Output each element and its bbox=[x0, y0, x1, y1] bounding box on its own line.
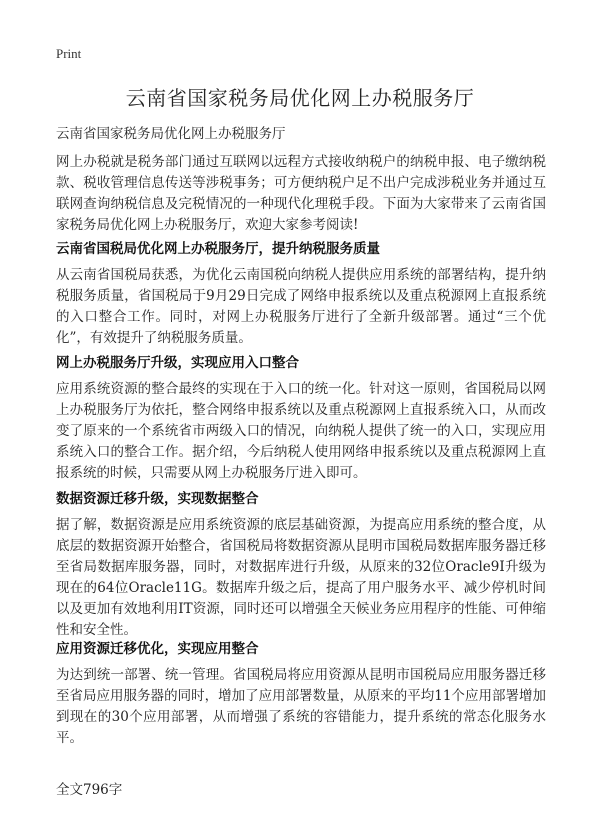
intro-paragraph: 网上办税就是税务部门通过互联网以远程方式接收纳税户的纳税申报、电子缴纳税款、税收管理信息传送等涉税事务；可方便纳税户足不出户完成涉税业务并通过互联网查询纳税信息及完税情况的一种现代化理税手段。下面为大家带来了云南省国家税务局优化网上办税服务厅，欢迎大家参考阅读! bbox=[56, 154, 546, 233]
section-body: 应用系统资源的整合最终的实现在于入口的统一化。针对这一原则，省国税局以网上办税服务厅为依托，整合网络申报系统以及重点税源网上直报系统入口，从而改变了原来的一个系统省市两级入口的情况，向纳税人提供了统一的入口，实现应用系统入口的整合工作。据介绍，今后纳税人使用网络申报系统以及重点税源网上直报系统的时候，只需要从网上办税服务厅进入即可。 bbox=[56, 381, 546, 481]
print-link[interactable]: Print bbox=[56, 46, 82, 61]
section-heading: 网上办税服务厅升级，实现应用入口整合 bbox=[56, 355, 299, 371]
section-body: 从云南省国税局获悉，为优化云南国税向纳税人提供应用系统的部署结构，提升纳税服务质量，省国税局于9月29日完成了网络申报系统以及重点税源网上直报系统的入口整合工作。同时，对网上办税服务厅进行了全新升级部署。通过“三个优化”，有效提升了纳税服务质量。 bbox=[56, 267, 546, 346]
word-count: 全文796字 bbox=[56, 782, 123, 798]
section-body: 为达到统一部署、统一管理。省国税局将应用资源从昆明市国税局应用服务器迁移至省局应用服务器的同时，增加了应用部署数量，从原来的平均11个应用部署增加到现在的30个应用部署，从而增强了系统的容错能力，提升系统的常态化服务水平。 bbox=[56, 667, 546, 746]
section-heading: 云南省国税局优化网上办税服务厅，提升纳税服务质量 bbox=[56, 241, 380, 257]
section-heading: 应用资源迁移优化，实现应用整合 bbox=[56, 641, 259, 657]
section-body: 据了解，数据资源是应用系统资源的底层基础资源，为提高应用系统的整合度，从底层的数据资源开始整合，省国税局将数据资源从昆明市国税局数据库服务器迁移至省局数据库服务器，同时，对数据库进行升级，从原来的32位Oracle9I升级为现在的64位Oracle11G。数据库升级之后，提高了用户服务水平、减少停机时间以及更加有效地利用IT资源，同时还可以增强全天候业务应用程序的性能、可伸缩性和安全性。 bbox=[56, 517, 546, 638]
page-subtitle: 云南省国家税务局优化网上办税服务厅 bbox=[56, 126, 286, 142]
section-heading: 数据资源迁移升级，实现数据整合 bbox=[56, 491, 259, 507]
page-title: 云南省国家税务局优化网上办税服务厅 bbox=[125, 86, 475, 110]
